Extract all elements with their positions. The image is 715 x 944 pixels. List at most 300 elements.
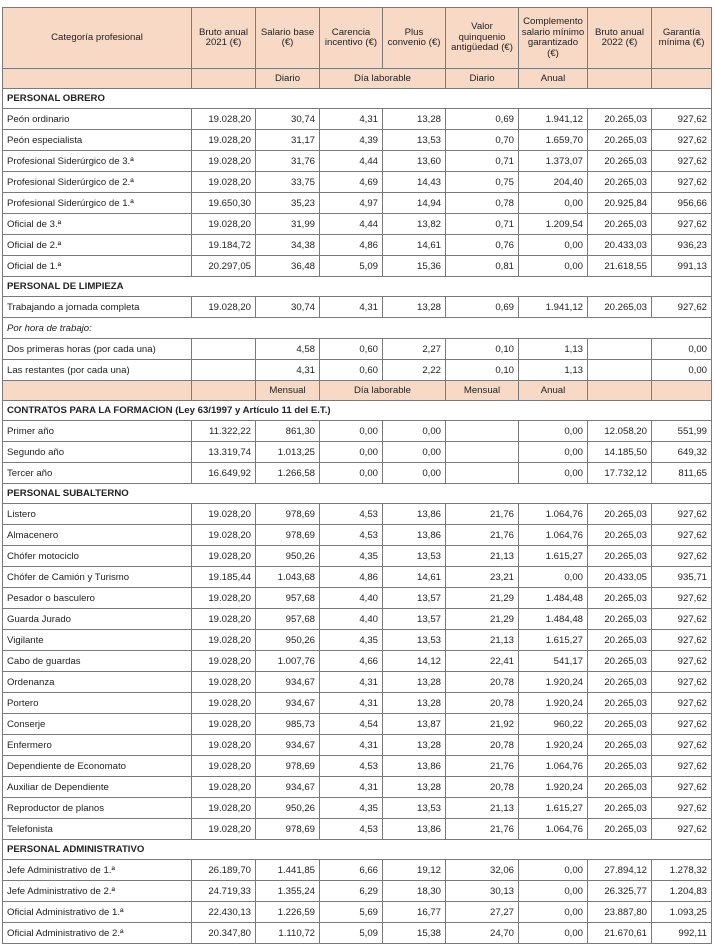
cell-quinquenio: 20,78 (446, 672, 519, 693)
cell-bruto-2021: 19.650,30 (192, 193, 256, 214)
table-row (3, 339, 712, 360)
table-row (3, 214, 712, 235)
table-row (3, 525, 712, 546)
cell-plus: 14,61 (383, 567, 446, 588)
cell-bruto-2021: 16.649,92 (192, 463, 256, 484)
cell-carencia: 4,53 (320, 525, 383, 546)
cell-bruto-2021: 19.184,72 (192, 235, 256, 256)
cell-salario-base: 1.226,59 (256, 902, 320, 923)
cell-carencia: 5,09 (320, 923, 383, 944)
cell-quinquenio: 27,27 (446, 902, 519, 923)
cell-categoria: Oficial Administrativo de 1.ª (3, 902, 192, 923)
cell-complemento: 0,00 (519, 923, 588, 944)
cell-complemento: 0,00 (519, 860, 588, 881)
cell-bruto-2021: 19.028,20 (192, 630, 256, 651)
units-cell (588, 69, 652, 89)
cell-categoria: Chófer de Camión y Turismo (3, 567, 192, 588)
cell-bruto-2022: 20.265,03 (588, 735, 652, 756)
cell-plus: 14,43 (383, 172, 446, 193)
cell-bruto-2021: 19.028,20 (192, 777, 256, 798)
cell-plus: 13,82 (383, 214, 446, 235)
cell-quinquenio: 21,76 (446, 756, 519, 777)
units-anual: Anual (519, 69, 588, 89)
cell-plus: 0,00 (383, 463, 446, 484)
units-quinquenio: Diario (446, 69, 519, 89)
table-row (3, 693, 712, 714)
cell-categoria: Segundo año (3, 442, 192, 463)
cell-plus: 15,38 (383, 923, 446, 944)
cell-complemento: 1.920,24 (519, 672, 588, 693)
cell-categoria: Jefe Administrativo de 1.ª (3, 860, 192, 881)
table-row (3, 881, 712, 902)
cell-categoria: Peón especialista (3, 130, 192, 151)
section-title-obrero: PERSONAL OBRERO (3, 89, 712, 109)
cell-plus: 13,28 (383, 109, 446, 130)
subsection-row (3, 318, 712, 339)
cell-quinquenio: 21,13 (446, 546, 519, 567)
cell-garantia: 927,62 (652, 214, 712, 235)
cell-bruto-2022: 20.265,03 (588, 630, 652, 651)
table-row (3, 630, 712, 651)
units-cell (652, 69, 712, 89)
cell-carencia: 4,39 (320, 130, 383, 151)
cell-bruto-2022: 20.433,05 (588, 567, 652, 588)
section-title-limpieza: PERSONAL DE LIMPIEZA (3, 277, 712, 297)
cell-categoria: Telefonista (3, 819, 192, 840)
cell-plus: 13,28 (383, 672, 446, 693)
table-row (3, 567, 712, 588)
cell-quinquenio: 23,21 (446, 567, 519, 588)
cell-salario-base: 934,67 (256, 693, 320, 714)
cell-carencia: 4,97 (320, 193, 383, 214)
table-row (3, 193, 712, 214)
cell-salario-base: 31,17 (256, 130, 320, 151)
cell-carencia: 4,40 (320, 609, 383, 630)
cell-carencia: 0,00 (320, 463, 383, 484)
cell-garantia: 935,71 (652, 567, 712, 588)
cell-bruto-2021: 19.028,20 (192, 651, 256, 672)
table-row (3, 819, 712, 840)
cell-bruto-2022 (588, 360, 652, 381)
cell-complemento: 1.064,76 (519, 819, 588, 840)
cell-garantia: 927,62 (652, 756, 712, 777)
cell-categoria: Conserje (3, 714, 192, 735)
cell-quinquenio: 20,78 (446, 693, 519, 714)
cell-bruto-2022: 20.265,03 (588, 777, 652, 798)
cell-garantia: 936,23 (652, 235, 712, 256)
cell-bruto-2022: 20.265,03 (588, 172, 652, 193)
cell-garantia: 927,62 (652, 693, 712, 714)
cell-carencia: 6,29 (320, 881, 383, 902)
header-salario-base: Salario base (€) (256, 8, 320, 69)
cell-bruto-2022: 26.325,77 (588, 881, 652, 902)
cell-plus: 13,28 (383, 693, 446, 714)
cell-quinquenio: 21,92 (446, 714, 519, 735)
cell-garantia: 927,62 (652, 672, 712, 693)
cell-complemento: 0,00 (519, 235, 588, 256)
cell-categoria: Primer año (3, 421, 192, 442)
cell-garantia: 927,62 (652, 297, 712, 318)
cell-bruto-2021: 19.028,20 (192, 130, 256, 151)
cell-garantia: 551,99 (652, 421, 712, 442)
cell-complemento: 1.064,76 (519, 525, 588, 546)
cell-carencia: 4,35 (320, 546, 383, 567)
cell-complemento: 1.941,12 (519, 109, 588, 130)
cell-bruto-2021: 19.028,20 (192, 546, 256, 567)
cell-bruto-2022 (588, 339, 652, 360)
cell-salario-base: 1.266,58 (256, 463, 320, 484)
header-garantia: Garantía mínima (€) (652, 8, 712, 69)
units-cell (3, 69, 192, 89)
cell-bruto-2022: 20.265,03 (588, 214, 652, 235)
cell-bruto-2021: 19.028,20 (192, 756, 256, 777)
salary-table (2, 7, 712, 944)
cell-categoria: Listero (3, 504, 192, 525)
header-bruto-2022: Bruto anual 2022 (€) (588, 8, 652, 69)
cell-salario-base: 978,69 (256, 525, 320, 546)
cell-plus: 16,77 (383, 902, 446, 923)
cell-garantia: 927,62 (652, 109, 712, 130)
cell-bruto-2022: 23.887,80 (588, 902, 652, 923)
cell-complemento: 960,22 (519, 714, 588, 735)
table-row (3, 442, 712, 463)
units-quinquenio: Mensual (446, 381, 519, 401)
cell-quinquenio: 21,13 (446, 798, 519, 819)
cell-salario-base: 31,76 (256, 151, 320, 172)
cell-plus: 2,22 (383, 360, 446, 381)
cell-bruto-2021: 19.028,20 (192, 819, 256, 840)
units-dia: Día laborable (320, 381, 446, 401)
table-row (3, 297, 712, 318)
cell-bruto-2021: 26.189,70 (192, 860, 256, 881)
cell-complemento: 541,17 (519, 651, 588, 672)
table-row (3, 714, 712, 735)
cell-garantia: 927,62 (652, 151, 712, 172)
cell-complemento: 1.209,54 (519, 214, 588, 235)
cell-carencia: 6,66 (320, 860, 383, 881)
cell-bruto-2022: 21.670,61 (588, 923, 652, 944)
cell-carencia: 4,31 (320, 109, 383, 130)
cell-quinquenio: 0,76 (446, 235, 519, 256)
cell-quinquenio (446, 442, 519, 463)
header-categoria: Categoría profesional (3, 8, 192, 69)
cell-bruto-2022: 20.265,03 (588, 714, 652, 735)
cell-garantia: 927,62 (652, 525, 712, 546)
header-complemento: Complemento salario mínimo garantizado (€) (519, 8, 588, 69)
cell-categoria: Pesador o basculero (3, 588, 192, 609)
cell-carencia: 4,44 (320, 151, 383, 172)
table-row (3, 421, 712, 442)
cell-bruto-2021: 19.028,20 (192, 735, 256, 756)
cell-categoria: Profesional Siderúrgico de 2.ª (3, 172, 192, 193)
cell-bruto-2021: 19.028,20 (192, 504, 256, 525)
cell-categoria: Vigilante (3, 630, 192, 651)
cell-plus: 14,12 (383, 651, 446, 672)
table-row (3, 172, 712, 193)
cell-salario-base: 1.007,76 (256, 651, 320, 672)
cell-bruto-2022: 20.265,03 (588, 151, 652, 172)
section-row (3, 401, 712, 421)
cell-carencia: 4,40 (320, 588, 383, 609)
cell-plus: 0,00 (383, 442, 446, 463)
table-row (3, 256, 712, 277)
cell-quinquenio: 21,76 (446, 525, 519, 546)
section-title-subalterno: PERSONAL SUBALTERNO (3, 484, 712, 504)
cell-garantia: 927,62 (652, 630, 712, 651)
units-cell (652, 381, 712, 401)
cell-quinquenio: 0,69 (446, 297, 519, 318)
cell-plus: 13,53 (383, 630, 446, 651)
cell-garantia: 811,65 (652, 463, 712, 484)
cell-bruto-2021: 19.028,20 (192, 214, 256, 235)
cell-garantia: 927,62 (652, 504, 712, 525)
cell-bruto-2021: 19.028,20 (192, 714, 256, 735)
cell-garantia: 927,62 (652, 130, 712, 151)
cell-quinquenio: 0,69 (446, 109, 519, 130)
cell-salario-base: 934,67 (256, 672, 320, 693)
table-row (3, 672, 712, 693)
cell-bruto-2021: 13.319,74 (192, 442, 256, 463)
cell-garantia: 992,11 (652, 923, 712, 944)
cell-bruto-2021: 20.347,80 (192, 923, 256, 944)
cell-complemento: 1.941,12 (519, 297, 588, 318)
cell-bruto-2022: 17.732,12 (588, 463, 652, 484)
cell-garantia: 649,32 (652, 442, 712, 463)
cell-bruto-2022: 20.265,03 (588, 504, 652, 525)
cell-plus: 0,00 (383, 421, 446, 442)
units-cell (3, 381, 192, 401)
cell-quinquenio: 22,41 (446, 651, 519, 672)
cell-salario-base: 978,69 (256, 819, 320, 840)
cell-carencia: 0,60 (320, 360, 383, 381)
cell-bruto-2021: 19.028,20 (192, 151, 256, 172)
cell-quinquenio: 21,76 (446, 504, 519, 525)
cell-carencia: 4,54 (320, 714, 383, 735)
cell-plus: 13,86 (383, 525, 446, 546)
units-row (3, 381, 712, 401)
cell-carencia: 4,31 (320, 672, 383, 693)
cell-salario-base: 35,23 (256, 193, 320, 214)
cell-garantia: 0,00 (652, 339, 712, 360)
header-bruto-2021: Bruto anual 2021 (€) (192, 8, 256, 69)
cell-bruto-2022: 20.265,03 (588, 756, 652, 777)
section-title-formacion: CONTRATOS PARA LA FORMACION (Ley 63/1997 y Artículo 11 del E.T.) (3, 401, 712, 421)
cell-bruto-2022: 20.265,03 (588, 130, 652, 151)
cell-categoria: Oficial de 1.ª (3, 256, 192, 277)
table-row (3, 756, 712, 777)
cell-categoria: Dependiente de Economato (3, 756, 192, 777)
cell-plus: 13,57 (383, 588, 446, 609)
cell-bruto-2022: 20.265,03 (588, 297, 652, 318)
cell-complemento: 1.920,24 (519, 777, 588, 798)
cell-carencia: 0,00 (320, 421, 383, 442)
cell-plus: 19,12 (383, 860, 446, 881)
cell-categoria: Peón ordinario (3, 109, 192, 130)
cell-bruto-2022: 20.265,03 (588, 798, 652, 819)
cell-bruto-2021 (192, 360, 256, 381)
cell-categoria: Auxiliar de Dependiente (3, 777, 192, 798)
header-row (3, 8, 712, 69)
section-row (3, 89, 712, 109)
cell-plus: 18,30 (383, 881, 446, 902)
table-row (3, 651, 712, 672)
cell-bruto-2021: 19.028,20 (192, 525, 256, 546)
cell-bruto-2021: 19.028,20 (192, 297, 256, 318)
units-salario: Diario (256, 69, 320, 89)
cell-bruto-2022: 20.265,03 (588, 819, 652, 840)
table-row (3, 130, 712, 151)
cell-carencia: 4,86 (320, 567, 383, 588)
cell-bruto-2022: 21.618,55 (588, 256, 652, 277)
cell-bruto-2022: 20.265,03 (588, 588, 652, 609)
cell-quinquenio: 0,71 (446, 214, 519, 235)
cell-salario-base: 861,30 (256, 421, 320, 442)
cell-plus: 13,86 (383, 504, 446, 525)
cell-bruto-2021: 19.028,20 (192, 798, 256, 819)
cell-bruto-2022: 20.433,03 (588, 235, 652, 256)
cell-salario-base: 950,26 (256, 798, 320, 819)
cell-garantia: 927,62 (652, 819, 712, 840)
cell-carencia: 4,35 (320, 630, 383, 651)
units-anual: Anual (519, 381, 588, 401)
cell-garantia: 956,66 (652, 193, 712, 214)
header-quinquenio: Valor quinquenio antigüedad (€) (446, 8, 519, 69)
cell-quinquenio: 0,10 (446, 360, 519, 381)
header-plus: Plus convenio (€) (383, 8, 446, 69)
cell-salario-base: 1.355,24 (256, 881, 320, 902)
cell-categoria: Profesional Siderúrgico de 1.ª (3, 193, 192, 214)
cell-bruto-2021: 24.719,33 (192, 881, 256, 902)
cell-bruto-2021 (192, 339, 256, 360)
section-title-administrativo: PERSONAL ADMINISTRATIVO (3, 840, 712, 860)
cell-salario-base: 4,58 (256, 339, 320, 360)
cell-garantia: 927,62 (652, 609, 712, 630)
cell-plus: 13,86 (383, 756, 446, 777)
cell-bruto-2022: 20.925,84 (588, 193, 652, 214)
cell-bruto-2022: 20.265,03 (588, 672, 652, 693)
cell-bruto-2021: 20.297,05 (192, 256, 256, 277)
table-row (3, 777, 712, 798)
cell-quinquenio: 21,29 (446, 609, 519, 630)
cell-garantia: 1.204,83 (652, 881, 712, 902)
cell-garantia: 927,62 (652, 798, 712, 819)
table-row (3, 109, 712, 130)
units-row (3, 69, 712, 89)
cell-complemento: 0,00 (519, 881, 588, 902)
cell-complemento: 1.484,48 (519, 588, 588, 609)
cell-categoria: Las restantes (por cada una) (3, 360, 192, 381)
cell-categoria: Jefe Administrativo de 2.ª (3, 881, 192, 902)
cell-bruto-2022: 12.058,20 (588, 421, 652, 442)
cell-quinquenio: 21,29 (446, 588, 519, 609)
cell-garantia: 927,62 (652, 546, 712, 567)
cell-plus: 13,28 (383, 297, 446, 318)
cell-plus: 13,53 (383, 546, 446, 567)
cell-categoria: Oficial Administrativo de 2.ª (3, 923, 192, 944)
units-cell (192, 69, 256, 89)
cell-quinquenio: 0,71 (446, 151, 519, 172)
cell-salario-base: 1.043,68 (256, 567, 320, 588)
cell-categoria: Ordenanza (3, 672, 192, 693)
cell-bruto-2021: 19.185,44 (192, 567, 256, 588)
cell-complemento: 1.920,24 (519, 693, 588, 714)
cell-carencia: 4,53 (320, 756, 383, 777)
cell-quinquenio: 30,13 (446, 881, 519, 902)
cell-garantia: 0,00 (652, 360, 712, 381)
cell-garantia: 1.093,25 (652, 902, 712, 923)
cell-carencia: 4,44 (320, 214, 383, 235)
cell-plus: 2,27 (383, 339, 446, 360)
table-row (3, 360, 712, 381)
cell-salario-base: 33,75 (256, 172, 320, 193)
table-row (3, 504, 712, 525)
cell-carencia: 4,31 (320, 777, 383, 798)
cell-complemento: 0,00 (519, 567, 588, 588)
cell-complemento: 1,13 (519, 339, 588, 360)
cell-categoria: Tercer año (3, 463, 192, 484)
cell-salario-base: 34,38 (256, 235, 320, 256)
cell-quinquenio (446, 421, 519, 442)
cell-bruto-2022: 14.185,50 (588, 442, 652, 463)
cell-complemento: 1.484,48 (519, 609, 588, 630)
cell-bruto-2021: 19.028,20 (192, 672, 256, 693)
cell-categoria: Chófer motociclo (3, 546, 192, 567)
cell-carencia: 4,31 (320, 735, 383, 756)
cell-carencia: 5,09 (320, 256, 383, 277)
cell-salario-base: 978,69 (256, 504, 320, 525)
cell-bruto-2022: 20.265,03 (588, 109, 652, 130)
cell-complemento: 1.064,76 (519, 504, 588, 525)
cell-plus: 13,28 (383, 735, 446, 756)
cell-salario-base: 950,26 (256, 546, 320, 567)
cell-plus: 13,86 (383, 819, 446, 840)
table-row (3, 735, 712, 756)
cell-garantia: 991,13 (652, 256, 712, 277)
units-dia: Día laborable (320, 69, 446, 89)
cell-plus: 14,94 (383, 193, 446, 214)
table-row (3, 798, 712, 819)
cell-quinquenio: 21,13 (446, 630, 519, 651)
cell-bruto-2022: 20.265,03 (588, 609, 652, 630)
cell-garantia: 927,62 (652, 651, 712, 672)
cell-carencia: 5,69 (320, 902, 383, 923)
cell-plus: 13,53 (383, 798, 446, 819)
cell-salario-base: 4,31 (256, 360, 320, 381)
cell-bruto-2022: 20.265,03 (588, 693, 652, 714)
cell-bruto-2021: 19.028,20 (192, 172, 256, 193)
cell-carencia: 4,35 (320, 798, 383, 819)
cell-complemento: 0,00 (519, 256, 588, 277)
cell-bruto-2021: 19.028,20 (192, 693, 256, 714)
cell-garantia: 927,62 (652, 172, 712, 193)
cell-plus: 13,28 (383, 777, 446, 798)
cell-salario-base: 957,68 (256, 609, 320, 630)
table-row (3, 860, 712, 881)
cell-salario-base: 950,26 (256, 630, 320, 651)
cell-complemento: 0,00 (519, 463, 588, 484)
cell-salario-base: 31,99 (256, 214, 320, 235)
section-row (3, 840, 712, 860)
cell-bruto-2021: 19.028,20 (192, 109, 256, 130)
table-row (3, 235, 712, 256)
cell-bruto-2022: 20.265,03 (588, 546, 652, 567)
cell-carencia: 4,31 (320, 693, 383, 714)
cell-carencia: 0,60 (320, 339, 383, 360)
cell-bruto-2022: 27.894,12 (588, 860, 652, 881)
cell-salario-base: 957,68 (256, 588, 320, 609)
cell-complemento: 0,00 (519, 442, 588, 463)
cell-garantia: 1.278,32 (652, 860, 712, 881)
